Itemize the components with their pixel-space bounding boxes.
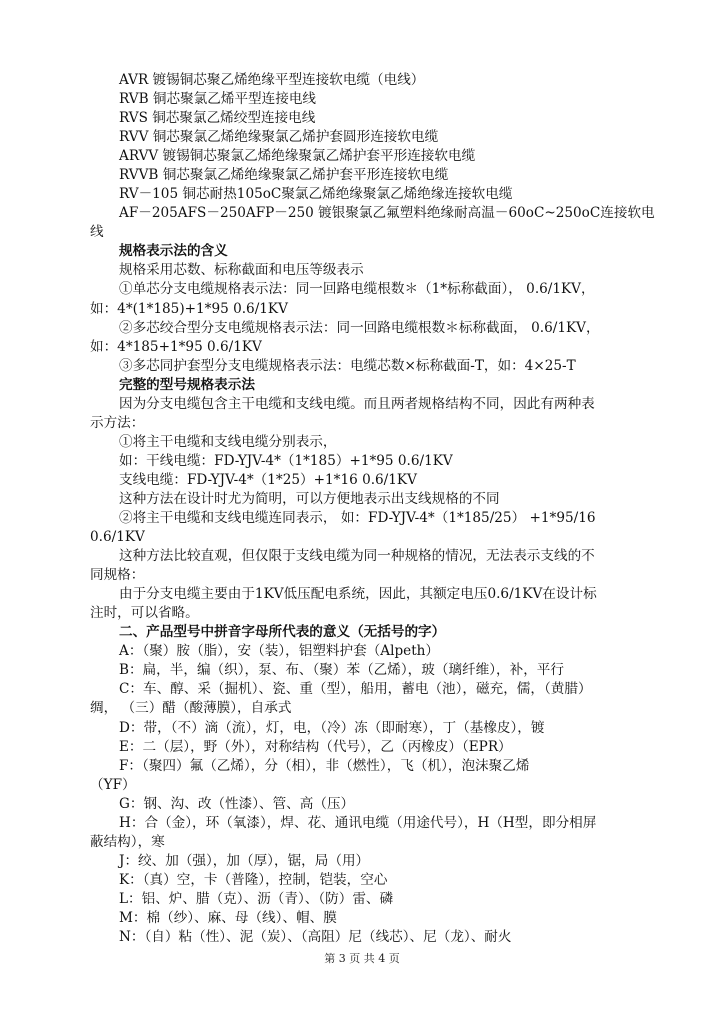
text-line: AVR 镀锡铜芯聚乙烯绝缘平型连接软电缆（电线） — [119, 72, 425, 88]
text-line: 注时，可以省略。 — [90, 605, 199, 621]
text-line: 如：干线电缆：FD-YJV-4*（1*185）+1*95 0.6/1KV — [119, 453, 453, 469]
text-line: RV－105 铜芯耐热105oC聚氯乙烯绝缘聚氯乙烯绝缘连接软电缆 — [119, 186, 513, 202]
text-line: RVV 铜芯聚氯乙烯绝缘聚氯乙烯护套圆形连接软电缆 — [119, 129, 439, 145]
text-line: 蔽结构），寒 — [90, 834, 165, 850]
section-heading: 完整的型号规格表示法 — [119, 377, 255, 393]
text-line: 绸， （三）醋（酸薄膜），自承式 — [90, 700, 292, 716]
text-line: ①将主干电缆和支线电缆分别表示， — [119, 434, 337, 450]
text-line: ②将主干电缆和支线电缆连同表示， 如：FD-YJV-4*（1*185/25） +1*95/16 — [119, 510, 596, 526]
text-line: 线 — [90, 224, 104, 240]
text-line: RVB 铜芯聚氯乙烯平型连接电线 — [119, 91, 317, 107]
text-line: M：棉（纱）、麻、母（线）、帽、膜 — [119, 910, 337, 926]
text-line: ③多芯同护套型分支电缆规格表示法：电缆芯数×标称截面-T，如：4×25-T — [119, 358, 576, 374]
text-line: H：合（金），环（氧漆），焊、花、通讯电缆（用途代号），H（H型，即分相屏 — [119, 815, 597, 831]
text-line: 由于分支电缆主要由于1KV低压配电系统，因此，其额定电压0.6/1KV在设计标 — [119, 586, 597, 602]
text-line: G：钢、沟、改（性漆）、管、高（压） — [119, 796, 355, 812]
text-line: 示方法： — [90, 415, 145, 431]
text-line: E：二（层），野（外），对称结构（代号），乙（丙橡皮）（EPR） — [119, 739, 512, 755]
text-line: 这种方法比较直观，但仅限于支线电缆为同一种规格的情况，无法表示支线的不 — [119, 548, 595, 564]
text-line: RVVB 铜芯聚氯乙烯绝缘聚氯乙烯护套平形连接软电缆 — [119, 167, 449, 183]
text-line: ②多芯绞合型分支电缆规格表示法：同一回路电缆根数＊标称截面， 0.6/1KV， — [119, 320, 600, 336]
text-line: RVS 铜芯聚氯乙烯绞型连接电线 — [119, 110, 316, 126]
text-line: J：绞、加（强），加（厚），锯，局（用） — [119, 853, 370, 869]
section-heading: 规格表示法的含义 — [119, 243, 228, 259]
text-line: 规格采用芯数、标称截面和电压等级表示 — [119, 262, 364, 278]
text-line: D：带，（不）滴（流），灯，电，（冷）冻（即耐寒），丁（基橡皮），镀 — [119, 720, 545, 736]
text-line: 这种方法在设计时尤为简明，可以方便地表示出支线规格的不同 — [119, 491, 500, 507]
page-footer: 第 3 页 共 4 页 — [324, 952, 400, 965]
text-line: A：（聚）胺（脂），安（装），铝塑料护套（Alpeth） — [119, 643, 440, 659]
text-line: N：（自）粘（性）、泥（炭）、（高阻）尼（线芯）、尼（龙）、耐火 — [119, 929, 512, 945]
text-line: K：（真）空，卡（普隆），控制，铠装，空心 — [119, 872, 388, 888]
text-line: 支线电缆：FD-YJV-4*（1*25）+1*16 0.6/1KV — [119, 472, 417, 488]
text-line: B：扁，半，编（织），泵、布、（聚）苯（乙烯），玻（璃纤维），补，平行 — [119, 662, 564, 678]
text-line: C：车、醇、采（掘机）、瓷、重（型），船用，蓄电（池），磁充，儒，（黄腊） — [119, 681, 592, 697]
text-line: 如：4*185+1*95 0.6/1KV — [90, 339, 262, 355]
section-heading: 二、产品型号中拼音字母所代表的意义（无括号的字） — [119, 624, 446, 640]
text-line: 0.6/1KV — [90, 529, 145, 545]
text-line: 如：4*(1*185)+1*95 0.6/1KV — [90, 301, 288, 317]
text-line: （YF） — [90, 777, 136, 793]
text-line: 同规格： — [90, 567, 145, 583]
text-line: ARVV 镀锡铜芯聚氯乙烯绝缘聚氯乙烯护套平形连接软电缆 — [119, 148, 476, 164]
text-line: F：（聚四）氟（乙烯），分（相），非（燃性），飞（机），泡沫聚乙烯 — [119, 758, 530, 774]
text-line: 因为分支电缆包含主干电缆和支线电缆。而且两者规格结构不同，因此有两种表 — [119, 396, 595, 412]
text-line: ①单芯分支电缆规格表示法：同一回路电缆根数＊（1*标称截面）， 0.6/1KV， — [119, 281, 595, 297]
text-line: L：铝、炉、腊（克）、沥（青）、（防）雷、磷 — [119, 891, 394, 907]
text-line: AF－205AFS－250AFP－250 镀银聚氯乙氟塑料绝缘耐高温－60oC~250oC连接软电 — [119, 205, 655, 221]
